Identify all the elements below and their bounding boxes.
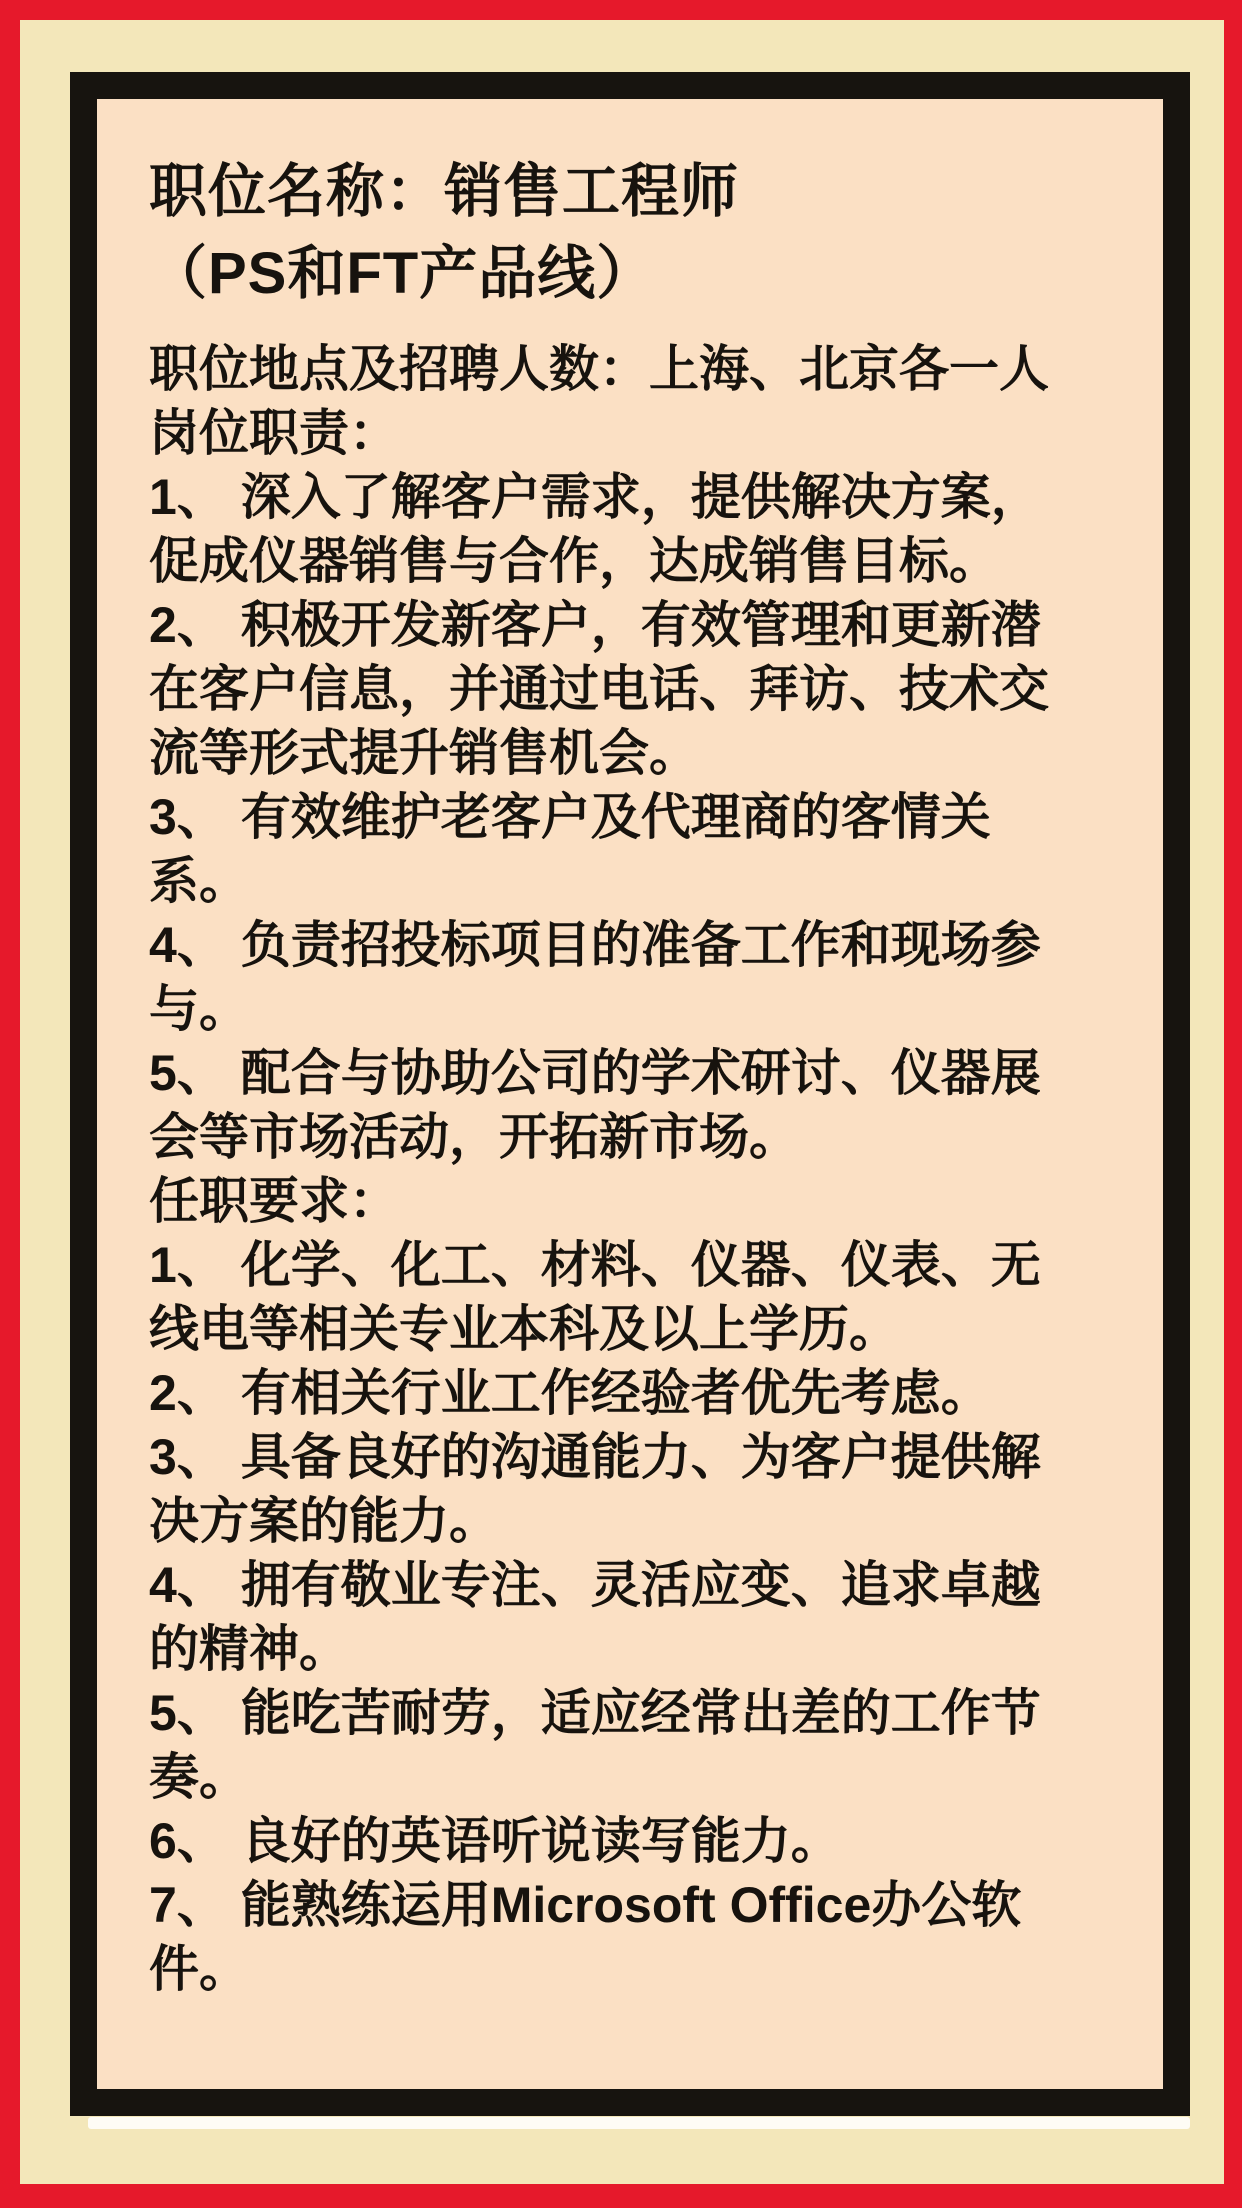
job-title-line: 职位名称：销售工程师 (149, 159, 740, 224)
card-bottom-highlight (88, 2117, 1190, 2129)
job-title (149, 151, 1147, 315)
job-body-line: 5、 配合与协助公司的学术研讨、仪器展 (149, 1045, 1041, 1101)
job-body-line: 流等形式提升销售机会。 (149, 725, 699, 781)
job-body-line: 的精神。 (149, 1621, 349, 1677)
job-body-line: 5、 能吃苦耐劳，适应经常出差的工作节 (149, 1685, 1041, 1741)
job-body-line: 决方案的能力。 (149, 1493, 499, 1549)
job-body-line: 在客户信息，并通过电话、拜访、技术交 (149, 661, 1049, 717)
job-body-line: 7、 能熟练运用Microsoft Office办公软 (149, 1877, 1022, 1933)
job-body-line: 6、 良好的英语听说读写能力。 (149, 1813, 841, 1869)
job-body-line: 线电等相关专业本科及以上学历。 (149, 1301, 899, 1357)
job-body (149, 337, 1147, 2001)
job-body-line: 1、 化学、化工、材料、仪器、仪表、无 (149, 1237, 1041, 1293)
job-body-line: 会等市场活动，开拓新市场。 (149, 1109, 799, 1165)
job-body-line: 2、 有相关行业工作经验者优先考虑。 (149, 1365, 991, 1421)
job-body-line: 4、 拥有敬业专注、灵活应变、追求卓越 (149, 1557, 1041, 1613)
job-body-line: 系。 (149, 853, 249, 909)
job-body-line: 4、 负责招投标项目的准备工作和现场参 (149, 917, 1041, 973)
job-body-line: 与。 (149, 981, 249, 1037)
job-body-line: 奏。 (149, 1749, 249, 1805)
job-body-line: 3、 有效维护老客户及代理商的客情关 (149, 789, 991, 845)
job-body-line: 岗位职责： (149, 405, 399, 461)
job-body-line: 件。 (149, 1941, 249, 1997)
job-title-line: （PS和FT产品线） (149, 241, 656, 306)
cream-mat (20, 20, 1224, 2184)
job-body-line: 3、 具备良好的沟通能力、为客户提供解 (149, 1429, 1041, 1485)
job-body-line: 职位地点及招聘人数：上海、北京各一人 (149, 341, 1049, 397)
job-body-line: 任职要求： (149, 1173, 399, 1229)
job-body-line: 促成仪器销售与合作，达成销售目标。 (149, 533, 999, 589)
job-card (70, 72, 1190, 2116)
job-description (149, 151, 1147, 2089)
job-body-line: 1、 深入了解客户需求，提供解决方案， (149, 469, 1041, 525)
job-body-line: 2、 积极开发新客户，有效管理和更新潜 (149, 597, 1041, 653)
